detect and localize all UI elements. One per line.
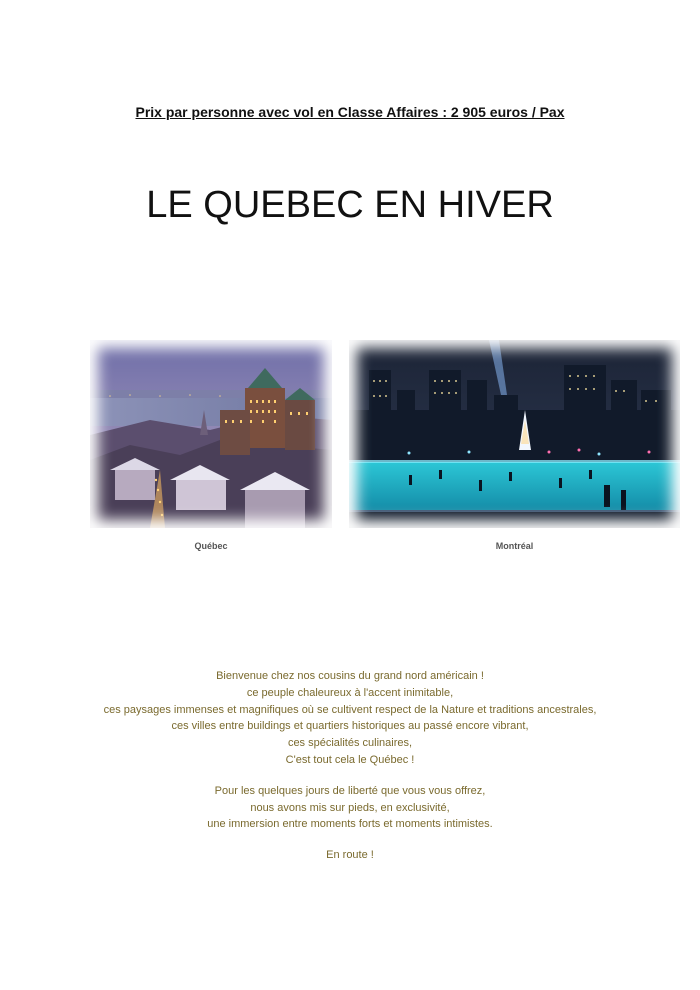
- intro-line: ces villes entre buildings et quartiers historiques au passé encore vibrant,: [171, 720, 529, 733]
- quebec-city-photo: [90, 340, 332, 528]
- montreal-photo-caption: Montréal: [495, 541, 534, 551]
- intro-line: C'est tout cela le Québec !: [285, 753, 415, 766]
- intro-text: [40, 668, 660, 864]
- price-line: Prix par personne avec vol en Classe Affaires : 2 905 euros / Pax: [135, 104, 565, 120]
- quebec-photo-caption: Québec: [194, 541, 228, 551]
- closing-line: En route !: [326, 849, 374, 862]
- page-title: LE QUEBEC EN HIVER: [146, 184, 554, 226]
- intro-line: ce peuple chaleureux à l'accent inimitable,: [246, 686, 454, 699]
- intro-line: une immersion entre moments forts et moments intimistes.: [207, 818, 493, 831]
- intro-line: ces paysages immenses et magnifiques où se cultivent respect de la Nature et traditions ancestrales,: [103, 703, 597, 716]
- intro-line: nous avons mis sur pieds, en exclusivité,: [250, 801, 450, 814]
- montreal-photo: [349, 340, 680, 528]
- intro-line: Pour les quelques jours de liberté que vous vous offrez,: [214, 784, 486, 797]
- intro-line: ces spécialités culinaires,: [287, 737, 413, 750]
- intro-line: Bienvenue chez nos cousins du grand nord américain !: [216, 670, 484, 682]
